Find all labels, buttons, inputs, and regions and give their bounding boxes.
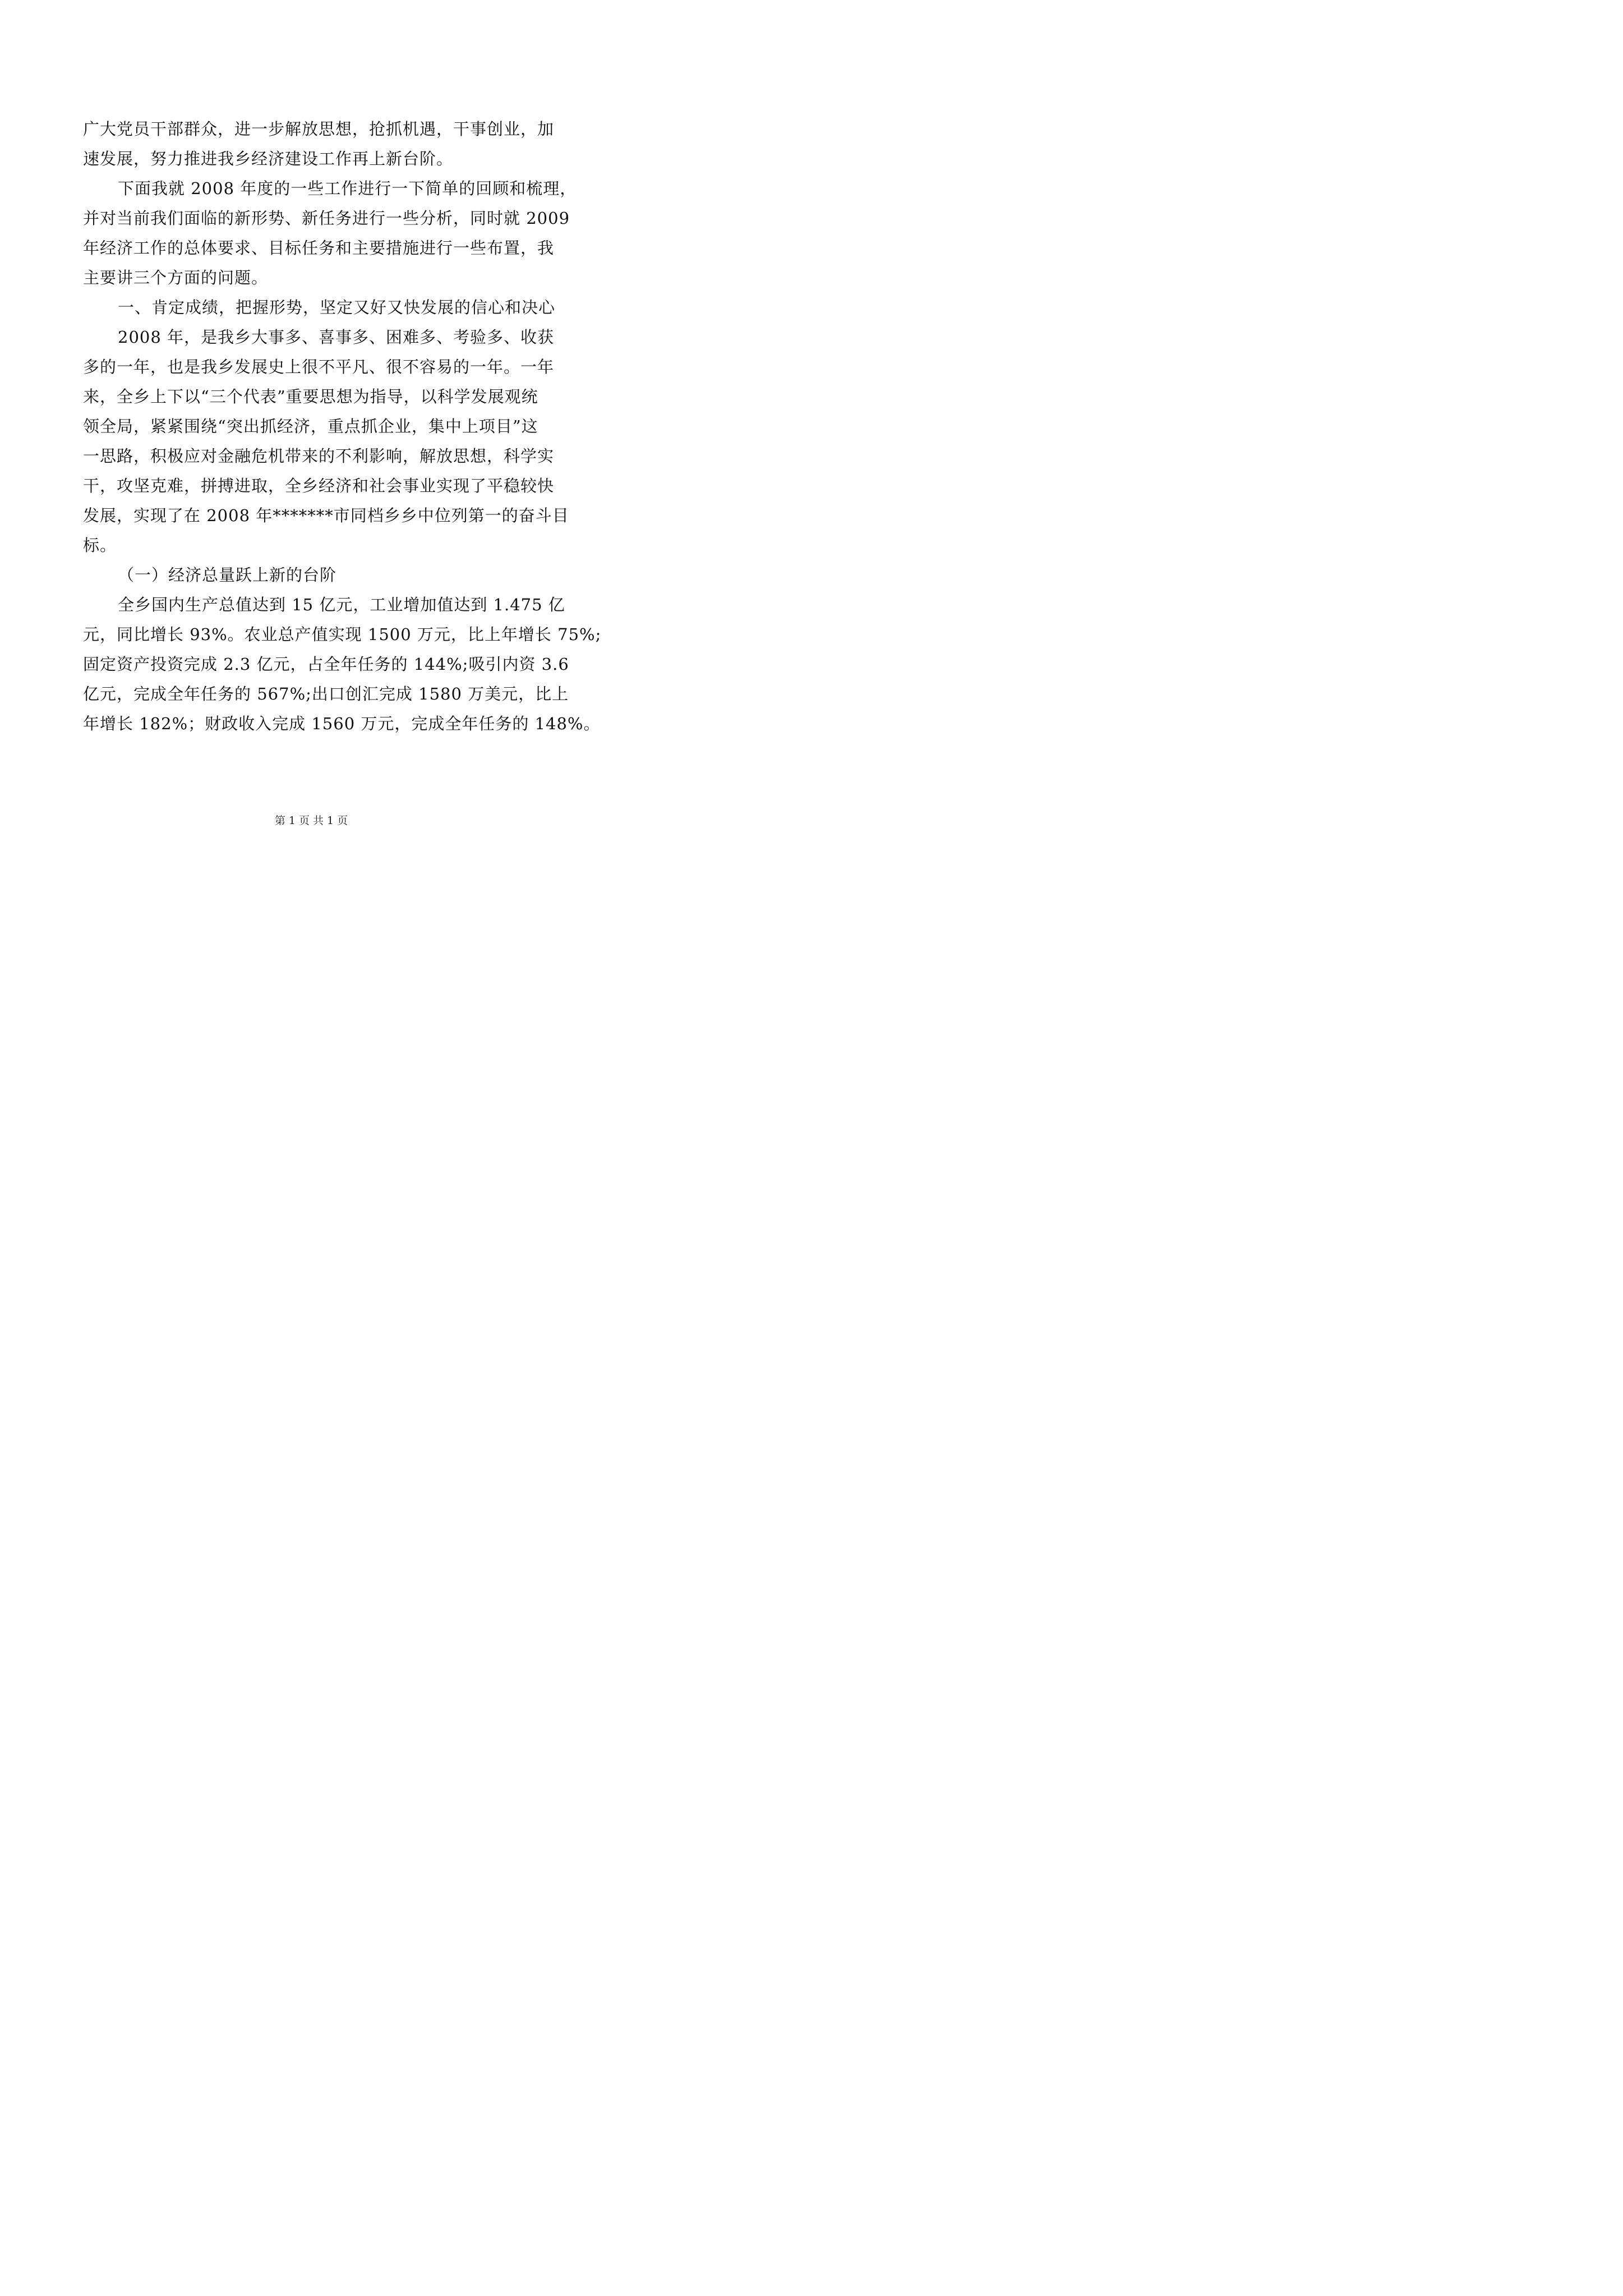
paragraph-start-line: 2008 年，是我乡大事多、喜事多、困难多、考验多、收获 [118, 328, 555, 347]
text-line: 速发展，努力推进我乡经济建设工作再上新台阶。 [83, 149, 454, 168]
text-line: 干，攻坚克难，拼搏进取，全乡经济和社会事业实现了平稳较快 [83, 476, 555, 495]
paragraph-start-line: 全乡国内生产总值达到 15 亿元，工业增加值达到 1.475 亿 [118, 595, 565, 614]
page-number-footer: 第 1 页 共 1 页 [274, 815, 348, 827]
text-line: 年增长 182%；财政收入完成 1560 万元，完成全年任务的 148%。 [83, 714, 601, 733]
text-line: 标。 [83, 536, 117, 555]
paragraph-start-line: 下面我就 2008 年度的一些工作进行一下简单的回顾和梳理， [118, 179, 577, 198]
text-line: 并对当前我们面临的新形势、新任务进行一些分析，同时就 2009 [83, 209, 570, 228]
subsection-heading: （一）经济总量跃上新的台阶 [118, 565, 337, 585]
text-line: 固定资产投资完成 2.3 亿元，占全年任务的 144%;吸引内资 3.6 [83, 655, 569, 674]
text-line: 年经济工作的总体要求、目标任务和主要措施进行一些布置，我 [83, 238, 555, 257]
document-page [0, 0, 623, 881]
text-line: 一思路，积极应对金融危机带来的不利影响，解放思想，科学实 [83, 447, 555, 466]
text-line: 主要讲三个方面的问题。 [83, 268, 269, 287]
text-line: 发展，实现了在 2008 年*******市同档乡乡中位列第一的奋斗目 [83, 506, 569, 525]
text-line: 领全局，紧紧围绕“突出抓经济，重点抓企业，集中上项目”这 [83, 417, 538, 436]
text-line: 来，全乡上下以“三个代表”重要思想为指导，以科学发展观统 [83, 387, 538, 406]
text-line: 多的一年，也是我乡发展史上很不平凡、很不容易的一年。一年 [83, 357, 555, 376]
text-line: 亿元，完成全年任务的 567%;出口创汇完成 1580 万美元，比上 [83, 684, 569, 703]
text-line: 元，同比增长 93%。农业总产值实现 1500 万元，比上年增长 75%; [83, 625, 602, 644]
section-heading: 一、肯定成绩，把握形势，坚定又好又快发展的信心和决心 [118, 298, 556, 317]
document-body [83, 114, 602, 739]
text-line: 广大党员干部群众，进一步解放思想，抢抓机遇，干事创业，加 [83, 119, 555, 139]
